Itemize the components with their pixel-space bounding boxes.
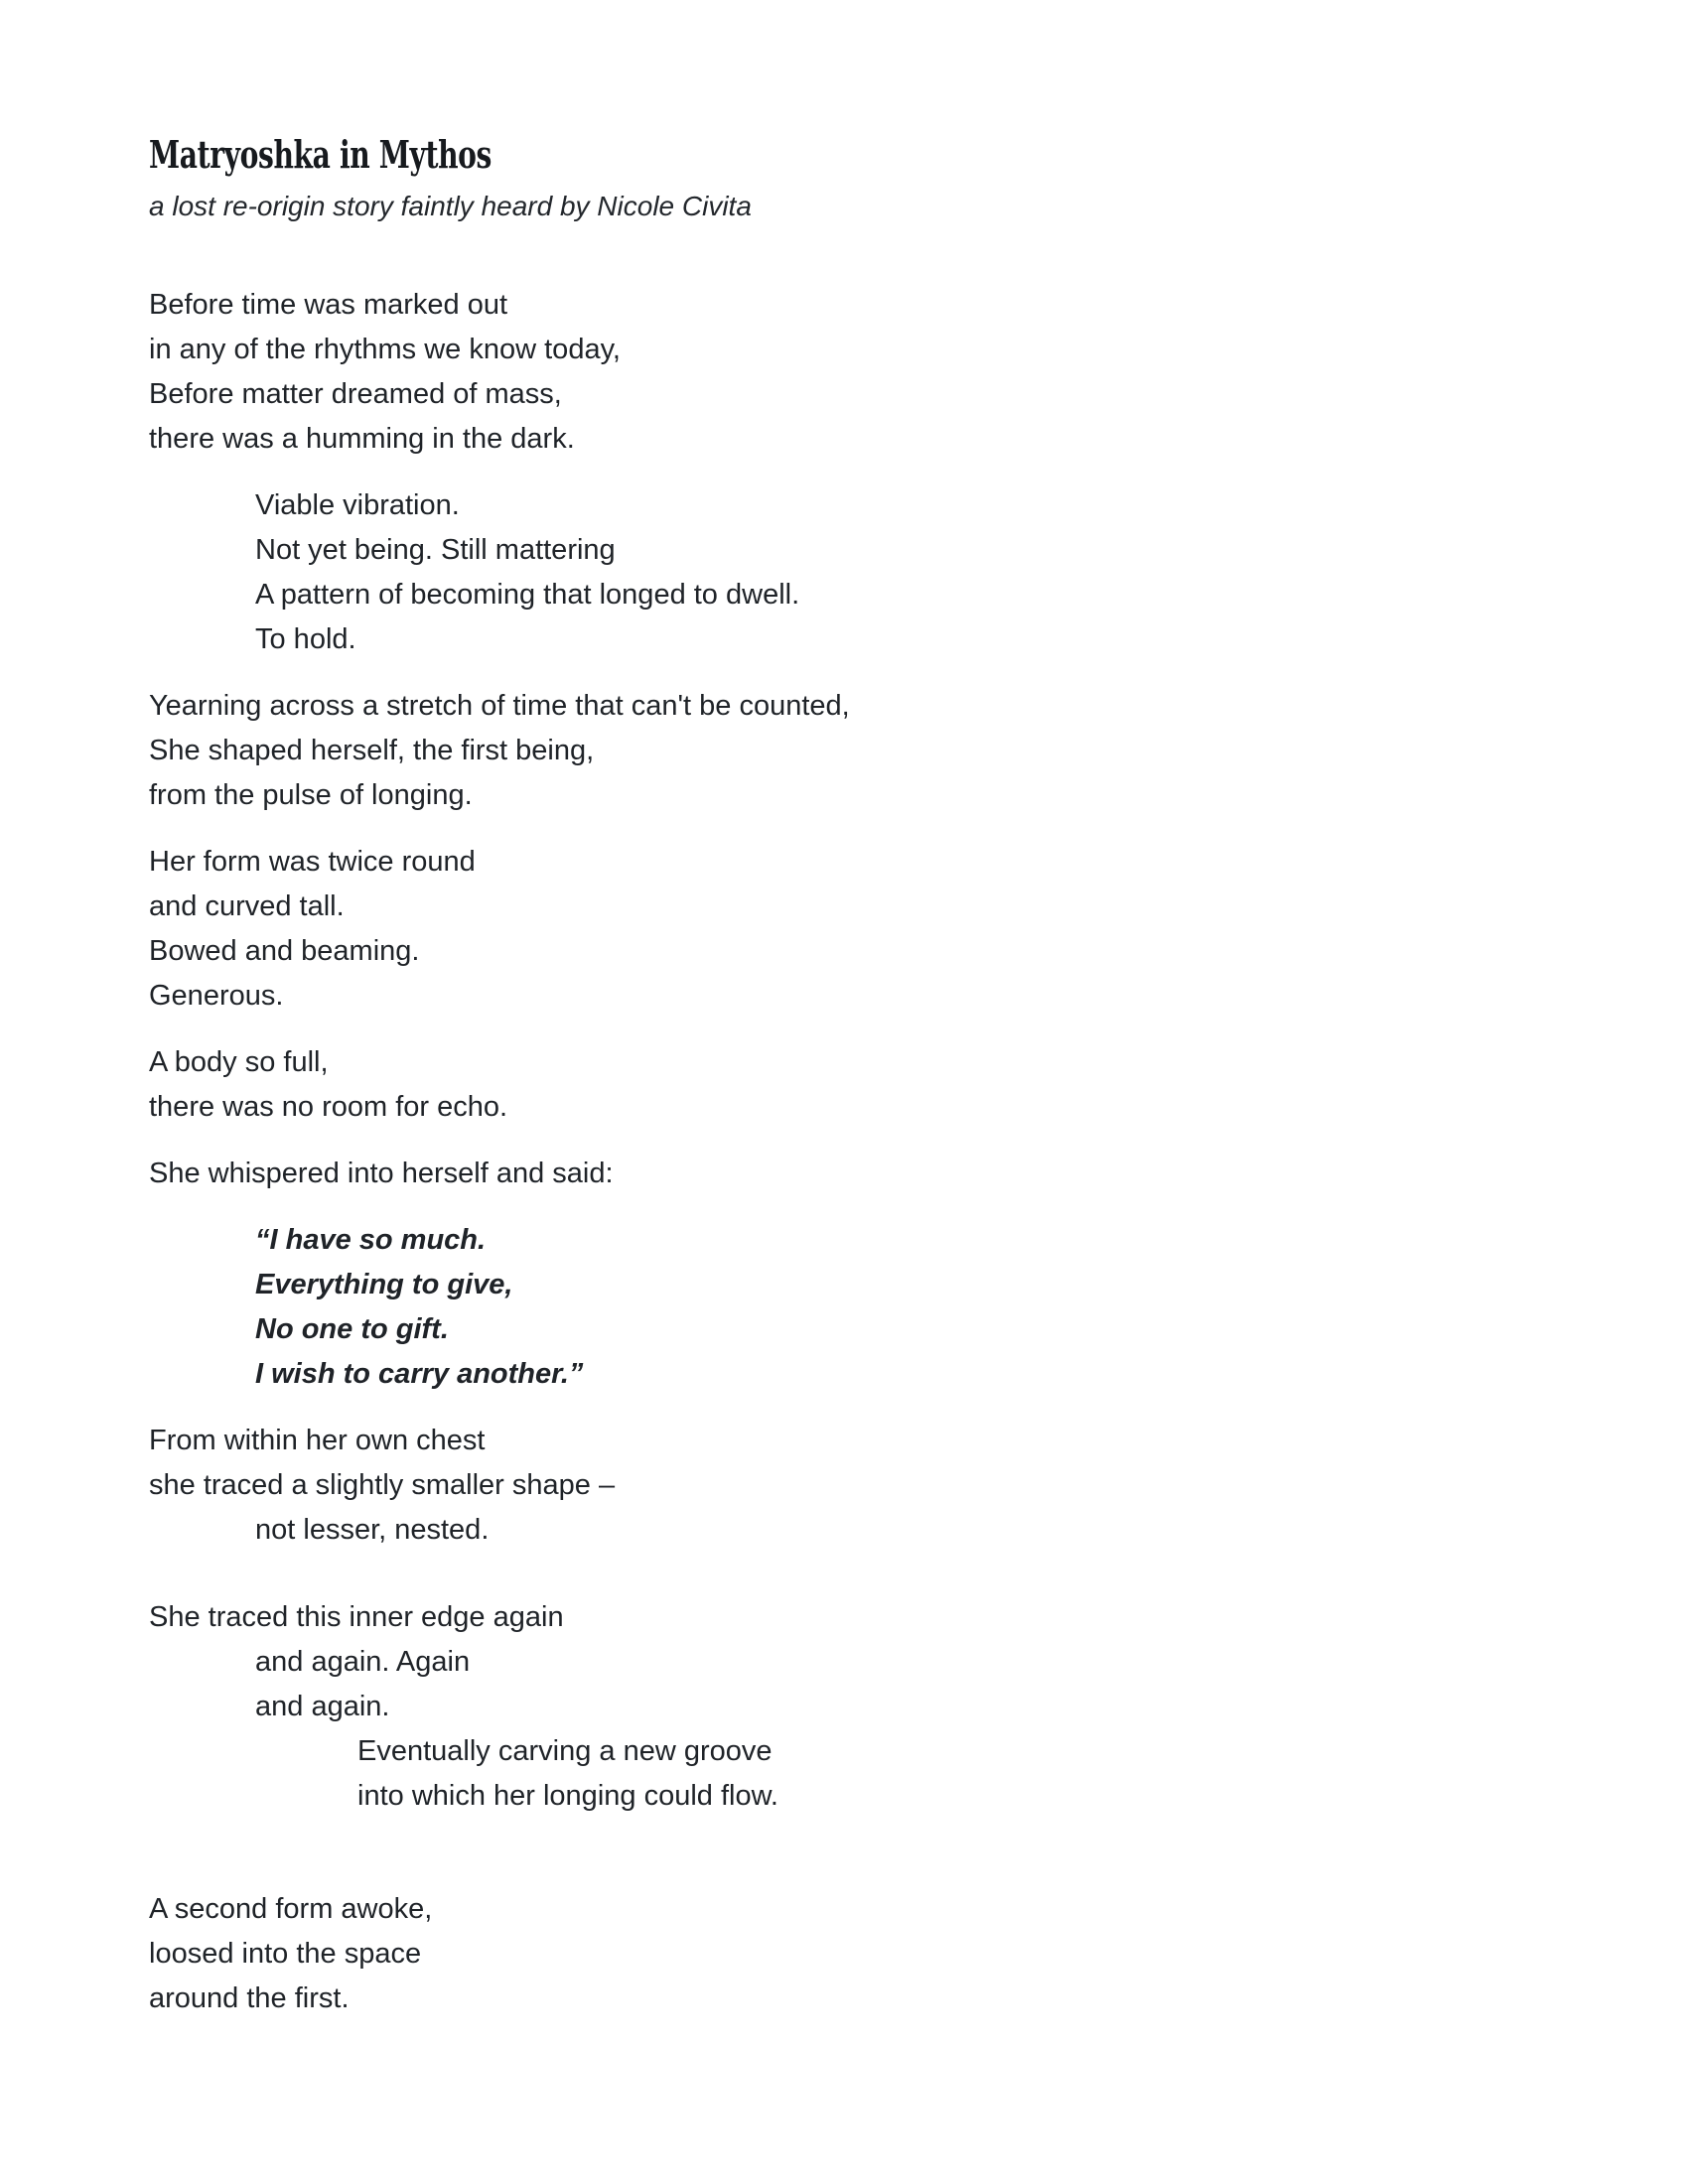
poem-line: she traced a slightly smaller shape – xyxy=(149,1468,616,1501)
poem-line: From within her own chest xyxy=(149,1424,486,1456)
stanza-4 xyxy=(149,840,1539,1019)
poem-line: there was no room for echo. xyxy=(149,1090,508,1123)
stanza-7-quote xyxy=(149,1218,1539,1397)
poem-line: To hold. xyxy=(255,622,356,655)
poem-line: Everything to give, xyxy=(255,1268,513,1300)
poem-line: there was a humming in the dark. xyxy=(149,422,575,455)
poem-line: Yearning across a stretch of time that can't be counted, xyxy=(149,689,850,722)
poem-body xyxy=(149,283,1539,2021)
poem-line: Her form was twice round xyxy=(149,845,476,878)
poem-line: Not yet being. Still mattering xyxy=(255,533,616,566)
stanza-10 xyxy=(149,1887,1539,2021)
stanza-1 xyxy=(149,283,1539,462)
document-subtitle: a lost re-origin story faintly heard by Nicole Civita xyxy=(149,190,752,221)
poem-line: A second form awoke, xyxy=(149,1892,433,1925)
document-title: Matryoshka in Mythos xyxy=(149,132,492,177)
poem-line: and again. Again xyxy=(255,1645,471,1678)
poem-line: She shaped herself, the first being, xyxy=(149,734,595,766)
poem-line: Bowed and beaming. xyxy=(149,934,420,967)
poem-line: A body so full, xyxy=(149,1045,329,1078)
poem-line: from the pulse of longing. xyxy=(149,778,473,811)
poem-line: She traced this inner edge again xyxy=(149,1600,564,1633)
stanza-9 xyxy=(149,1595,1539,1819)
poem-line: A pattern of becoming that longed to dwell. xyxy=(255,578,800,611)
poem-line: “I have so much. xyxy=(255,1223,487,1256)
poem-line: and again. xyxy=(255,1690,390,1722)
stanza-2 xyxy=(149,483,1539,662)
poem-line: loosed into the space xyxy=(149,1937,422,1970)
poem-line: No one to gift. xyxy=(255,1312,449,1345)
poem-line: Before matter dreamed of mass, xyxy=(149,377,562,410)
stanza-5 xyxy=(149,1040,1539,1130)
poem-line: in any of the rhythms we know today, xyxy=(149,333,621,365)
stanza-6 xyxy=(149,1152,1539,1196)
poem-line: into which her longing could flow. xyxy=(357,1779,778,1812)
poem-line: Viable vibration. xyxy=(255,488,460,521)
stanza-8 xyxy=(149,1419,1539,1553)
poem-line: and curved tall. xyxy=(149,889,345,922)
poem-line: Generous. xyxy=(149,979,284,1012)
poem-line: not lesser, nested. xyxy=(255,1513,490,1546)
poem-line: around the first. xyxy=(149,1981,350,2014)
poem-line: Eventually carving a new groove xyxy=(357,1734,773,1767)
stanza-3 xyxy=(149,684,1539,818)
poem-line: Before time was marked out xyxy=(149,288,508,321)
poem-line: She whispered into herself and said: xyxy=(149,1157,614,1189)
poem-line: I wish to carry another.” xyxy=(255,1357,584,1390)
